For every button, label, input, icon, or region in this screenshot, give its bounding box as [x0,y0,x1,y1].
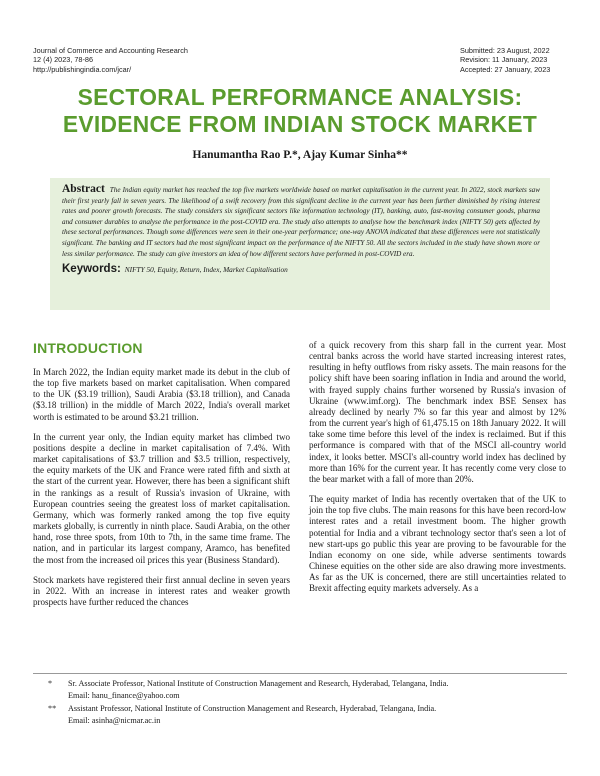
authors: Hanumantha Rao P.*, Ajay Kumar Sinha** [192,149,408,161]
footnote-email[interactable]: Email: hanu_finance@yahoo.com [68,691,180,701]
abstract-text: The Indian equity market has reached the top five markets worldwide based on market capitalisation in the current year. In 2022, stock markets saw their first yearly fall in seven years. The likelihood of a swift recovery from this significant decline in the current year has been further diminished by rising interest rates and poorer growth forecasts. The study considers six significant sectors like information technology (IT), banking, auto, fast-moving consumer goods, pharma and consumer durables to analyse the performance in the post-COVID era. The study also attempts to analyse how the benchmark index (NIFTY 50) gets affected by these sectoral performances. Though some differences were seen in their one-year performance; one-way ANOVA indicated that these differences were not statistically significant. The banking and IT sectors had the most significant impact on the performance of the NIFTY 50. All the sectors included in the study have shown more or less similar performance. The study can give investors an idea of how different sectors have performed in post-COVID era. [62,186,540,258]
keywords-text: NIFTY 50, Equity, Return, Index, Market Capitalisation [124,265,288,275]
footnote-1 [48,678,448,703]
accepted-date: Accepted: 27 January, 2023 [460,64,551,74]
abstract-label: Abstract [62,183,105,195]
footnote-mark: * [48,679,53,688]
footnote-2 [48,703,448,728]
paper-title [20,84,580,138]
abstract [62,184,540,259]
right-column [309,340,566,603]
title-line-2: EVIDENCE FROM INDIAN STOCK MARKET [62,111,538,137]
intro-paragraph-4: of a quick recovery from this sharp fall in the current year. Most central banks across the world have started increasing interest rates, resulting in hefty outflows from risky assets. The main reasons for the policy shift have been soaring inflation in India and around the world, with frayed supply chains further worsened by Russia's invasion of Ukraine (www.imf.org). The benchmark index BSE Sensex has already declined by nearly 7% so far this year and almost by 12% from the current year's high of 61,475.15 on 18th January 2022. It will take some time before this level of the index is reclaimed. But if this performance is compared with that of the MSCI all-country world index, it looks better. MSCI's all-country world index has declined by more than 16% for the current year. It has recently come very close to the bear market with a fall of more than 20%. [309,340,566,484]
revision-date: Revision: 11 January, 2023 [460,55,548,65]
footnote-mark: ** [48,703,57,713]
footnotes [48,678,448,728]
journal-name: Journal of Commerce and Accounting Research [33,46,188,55]
intro-paragraph-2: In the current year only, the Indian equity market has climbed two positions despite a decline in market capitalisation of 7.4%. With market capitalisations of $3.7 trillion and $3.5 trillion, respectively, the equity markets of the UK and France were rated fifth and sixth at the start of the current year. However, there has been a significant shift in the rankings as a result of Russia's invasion of Ukraine, with European countries seeing the greatest loss of market capitalisation. Germany, which was formerly ranked among the top five equity markets globally, is currently in ninth place. Saudi Arabia, on the other hand, rose three spots, from 10th to 7th, in the same time frame. The nation, and in particular its largest company, Aramco, has benefited the most from the increased oil prices this year (Business Standard). [33,431,290,565]
journal-header [33,46,188,74]
keywords [62,263,540,275]
intro-paragraph-1: In March 2022, the Indian equity market made its debut in the club of the top five markets based on market capitalisation. When compared to the UK ($3.19 trillion), Saudi Arabia ($3.18 trillion), and Canada ($3.18 trillion) in the middle of March 2022, India's overall market worth is estimated to be around $3.21 trillion. [33,367,290,422]
footnote-affiliation: Sr. Associate Professor, National Institute of Construction Management and Research, Hyderabad, Telangana, India. [68,679,449,688]
footnote-email[interactable]: Email: asinha@nicmar.ac.in [68,716,161,726]
footnote-affiliation: Assistant Professor, National Institute of Construction Management and Research, Hyderabad, Telangana, India. [68,703,437,713]
left-column [33,340,290,617]
keywords-label: Keywords: [62,263,121,276]
abstract-box [50,178,550,310]
journal-url[interactable]: http://publishingindia.com/jcar/ [33,64,132,74]
dates-header [460,46,550,74]
introduction-heading: INTRODUCTION [33,340,143,356]
intro-paragraph-3: Stock markets have registered their first annual decline in seven years in 2022. With an increase in interest rates and weaker growth prospects have further reduced the chances [33,574,290,607]
footnote-divider [33,673,567,674]
title-line-1: SECTORAL PERFORMANCE ANALYSIS: [77,84,523,110]
journal-issue: 12 (4) 2023, 78-86 [33,55,94,65]
intro-paragraph-5: The equity market of India has recently overtaken that of the UK to join the top five clubs. The main reasons for this have been record-low interest rates and a retail investment boom. The higher growth potential for India and a vibrant technology sector that's seen a lot of new start-ups go public this year are proving to be favourable for the Indian economy on one side, while adverse sentiments towards Chinese equities on the other side are also drawing more investments. As far as the UK is concerned, there are still uncertainties related to Brexit affecting equity markets adversely. As a [309,494,566,594]
submitted-date: Submitted: 23 August, 2022 [460,46,550,55]
